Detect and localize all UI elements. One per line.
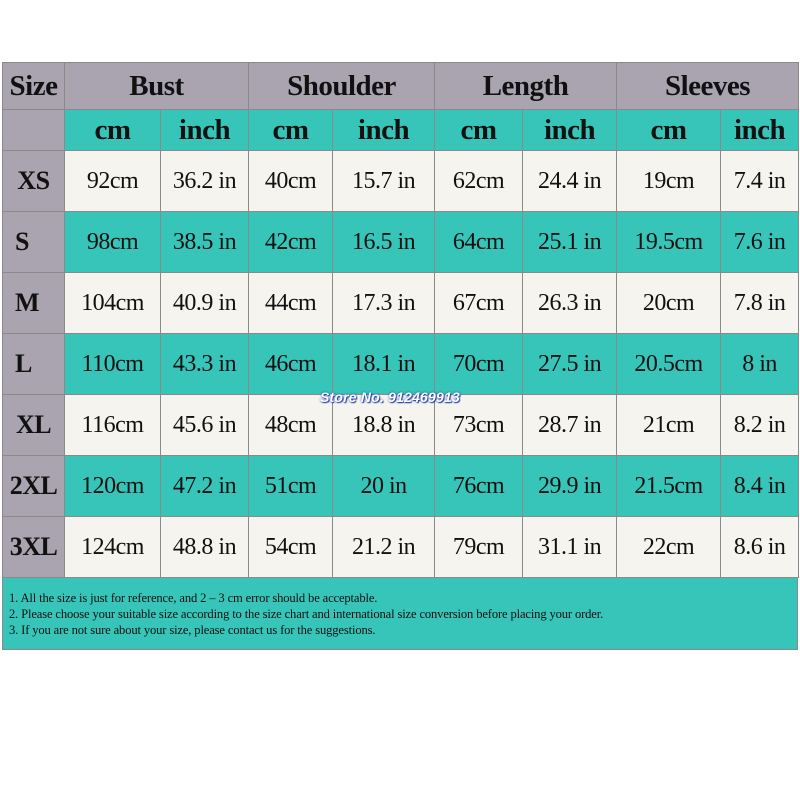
table-cell: 67cm: [435, 273, 523, 334]
unit-header-row: [3, 110, 799, 151]
notes-box: [2, 578, 798, 650]
table-cell: 47.2 in: [161, 456, 249, 517]
table-cell: 120cm: [65, 456, 161, 517]
unit-header: inch: [333, 110, 435, 151]
group-header-sleeves: Sleeves: [617, 63, 799, 110]
unit-header: cm: [435, 110, 523, 151]
unit-header: inch: [523, 110, 617, 151]
table-cell: 124cm: [65, 517, 161, 578]
table-cell: 46cm: [249, 334, 333, 395]
unit-header: cm: [617, 110, 721, 151]
table-cell: 7.4 in: [721, 151, 799, 212]
table-cell: 24.4 in: [523, 151, 617, 212]
table-cell: 18.1 in: [333, 334, 435, 395]
table-cell: 76cm: [435, 456, 523, 517]
size-header: Size: [3, 63, 65, 110]
table-cell: 92cm: [65, 151, 161, 212]
size-header-blank: [3, 110, 65, 151]
unit-header: cm: [249, 110, 333, 151]
table-cell: 73cm: [435, 395, 523, 456]
table-cell: 36.2 in: [161, 151, 249, 212]
table-cell: 51cm: [249, 456, 333, 517]
group-header-shoulder: Shoulder: [249, 63, 435, 110]
table-cell: 29.9 in: [523, 456, 617, 517]
table-cell: 20 in: [333, 456, 435, 517]
table-cell: 31.1 in: [523, 517, 617, 578]
table-row: [3, 395, 799, 456]
table-cell: 70cm: [435, 334, 523, 395]
table-cell: 28.7 in: [523, 395, 617, 456]
table-cell: 62cm: [435, 151, 523, 212]
table-cell: 79cm: [435, 517, 523, 578]
table-cell: 25.1 in: [523, 212, 617, 273]
store-watermark: Store No. 912469913: [320, 389, 460, 405]
size-label: XS: [3, 151, 65, 212]
table-cell: 17.3 in: [333, 273, 435, 334]
size-label: L: [3, 334, 65, 395]
note-line: 1. All the size is just for reference, and 2 – 3 cm error should be acceptable.: [9, 591, 378, 605]
group-header-length: Length: [435, 63, 617, 110]
size-label: 2XL: [3, 456, 65, 517]
table-cell: 98cm: [65, 212, 161, 273]
note-line: 3. If you are not sure about your size, please contact us for the suggestions.: [9, 623, 376, 637]
table-cell: 7.6 in: [721, 212, 799, 273]
unit-header: inch: [721, 110, 799, 151]
size-label: XL: [3, 395, 65, 456]
table-cell: 45.6 in: [161, 395, 249, 456]
size-label: M: [3, 273, 65, 334]
table-cell: 44cm: [249, 273, 333, 334]
table-cell: 38.5 in: [161, 212, 249, 273]
table-cell: 18.8 in: [333, 395, 435, 456]
table-cell: 21cm: [617, 395, 721, 456]
table-cell: 54cm: [249, 517, 333, 578]
table-cell: 42cm: [249, 212, 333, 273]
group-header-bust: Bust: [65, 63, 249, 110]
table-cell: 48.8 in: [161, 517, 249, 578]
table-cell: 8 in: [721, 334, 799, 395]
table-cell: 19.5cm: [617, 212, 721, 273]
size-label: S: [3, 212, 65, 273]
table-cell: 48cm: [249, 395, 333, 456]
table-cell: 26.3 in: [523, 273, 617, 334]
unit-header: cm: [65, 110, 161, 151]
size-table: [2, 62, 799, 578]
table-cell: 19cm: [617, 151, 721, 212]
table-cell: 64cm: [435, 212, 523, 273]
group-header-row: [3, 63, 799, 110]
table-cell: 40cm: [249, 151, 333, 212]
table-row: [3, 212, 799, 273]
table-cell: 21.5cm: [617, 456, 721, 517]
table-row: [3, 334, 799, 395]
table-cell: 16.5 in: [333, 212, 435, 273]
table-cell: 22cm: [617, 517, 721, 578]
table-cell: 8.2 in: [721, 395, 799, 456]
note-line: 2. Please choose your suitable size according to the size chart and international size conversion before placing your order.: [9, 607, 604, 621]
table-row: [3, 456, 799, 517]
table-cell: 8.4 in: [721, 456, 799, 517]
table-cell: 116cm: [65, 395, 161, 456]
table-row: [3, 151, 799, 212]
table-cell: 43.3 in: [161, 334, 249, 395]
size-label: 3XL: [3, 517, 65, 578]
table-cell: 27.5 in: [523, 334, 617, 395]
table-cell: 20.5cm: [617, 334, 721, 395]
unit-header: inch: [161, 110, 249, 151]
table-cell: 15.7 in: [333, 151, 435, 212]
table-row: [3, 273, 799, 334]
table-cell: 8.6 in: [721, 517, 799, 578]
table-row: [3, 517, 799, 578]
table-cell: 20cm: [617, 273, 721, 334]
table-cell: 7.8 in: [721, 273, 799, 334]
table-cell: 40.9 in: [161, 273, 249, 334]
table-cell: 110cm: [65, 334, 161, 395]
table-cell: 104cm: [65, 273, 161, 334]
table-cell: 21.2 in: [333, 517, 435, 578]
size-chart: [2, 62, 798, 650]
